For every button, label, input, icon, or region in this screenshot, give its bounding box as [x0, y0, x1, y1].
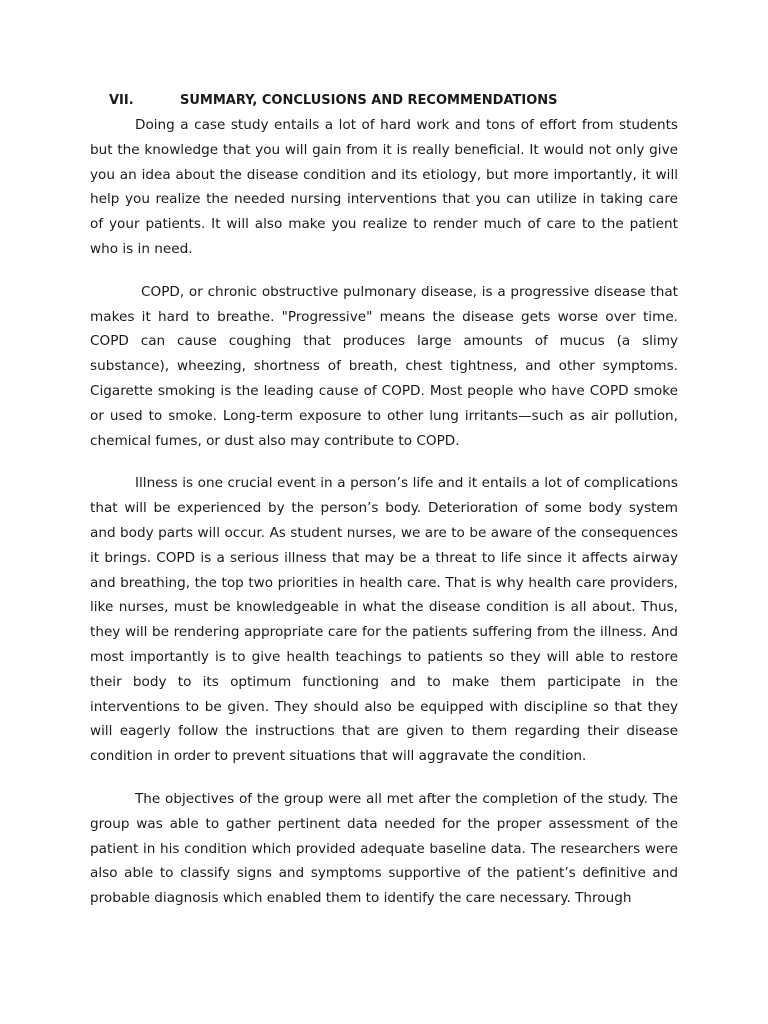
paragraph-copd-definition: COPD, or chronic obstructive pulmonary disease, is a progressive disease that makes it hard to breathe. "Progressive" means the disease gets worse over time. COPD can cause coughing that produces large amounts of mucus (a slimy substance), wheezing, shortness of breath, chest tightness, and other symptoms. Cigarette smoking is the leading cause of COPD. Most people who have COPD smoke or used to smoke. Long-term exposure to other lung irritants—such as air pollution, chemical fumes, or dust also may contribute to COPD. — [90, 283, 678, 449]
paragraph-illness: Illness is one crucial event in a person’s life and it entails a lot of complications that will be experienced by the person’s body. Deterioration of some body system and body parts will occur. As student nurses, we are to be aware of the consequences it brings. COPD is a serious illness that may be a threat to life since it affects airway and breathing, the top two priorities in health care. That is why health care providers, like nurses, must be knowledgeable in what the disease condition is all about. Thus, they will be rendering appropriate care for the patients suffering from the illness. And most importantly is to give health teachings to patients so they will able to restore their body to its optimum functioning and to make them participate in the interventions to be given. They should also be equipped with discipline so that they will eagerly follow the instructions that are given to them regarding their disease condition in order to prevent situations that will aggravate the condition. — [90, 475, 678, 765]
paragraph-objectives: The objectives of the group were all met after the completion of the study. The group was able to gather pertinent data needed for the proper assessment of the patient in his condition which provided adequate baseline data. The researchers were also able to classify signs and symptoms supportive of the patient’s definitive and probable diagnosis which enabled them to identify the care necessary. Through — [90, 790, 678, 907]
section-title: SUMMARY, CONCLUSIONS AND RECOMMENDATIONS — [180, 93, 558, 108]
document-page — [90, 91, 678, 911]
paragraph-case-study: Doing a case study entails a lot of hard work and tons of effort from students but the knowledge that you will gain from it is really beneficial. It would not only give you an idea about the disease condition and its etiology, but more importantly, it will help you realize the needed nursing interventions that you can utilize in taking care of your patients. It will also make you realize to render much of care to the patient who is in need. — [90, 117, 678, 257]
section-heading — [90, 91, 678, 111]
section-number: VII. — [109, 93, 134, 108]
